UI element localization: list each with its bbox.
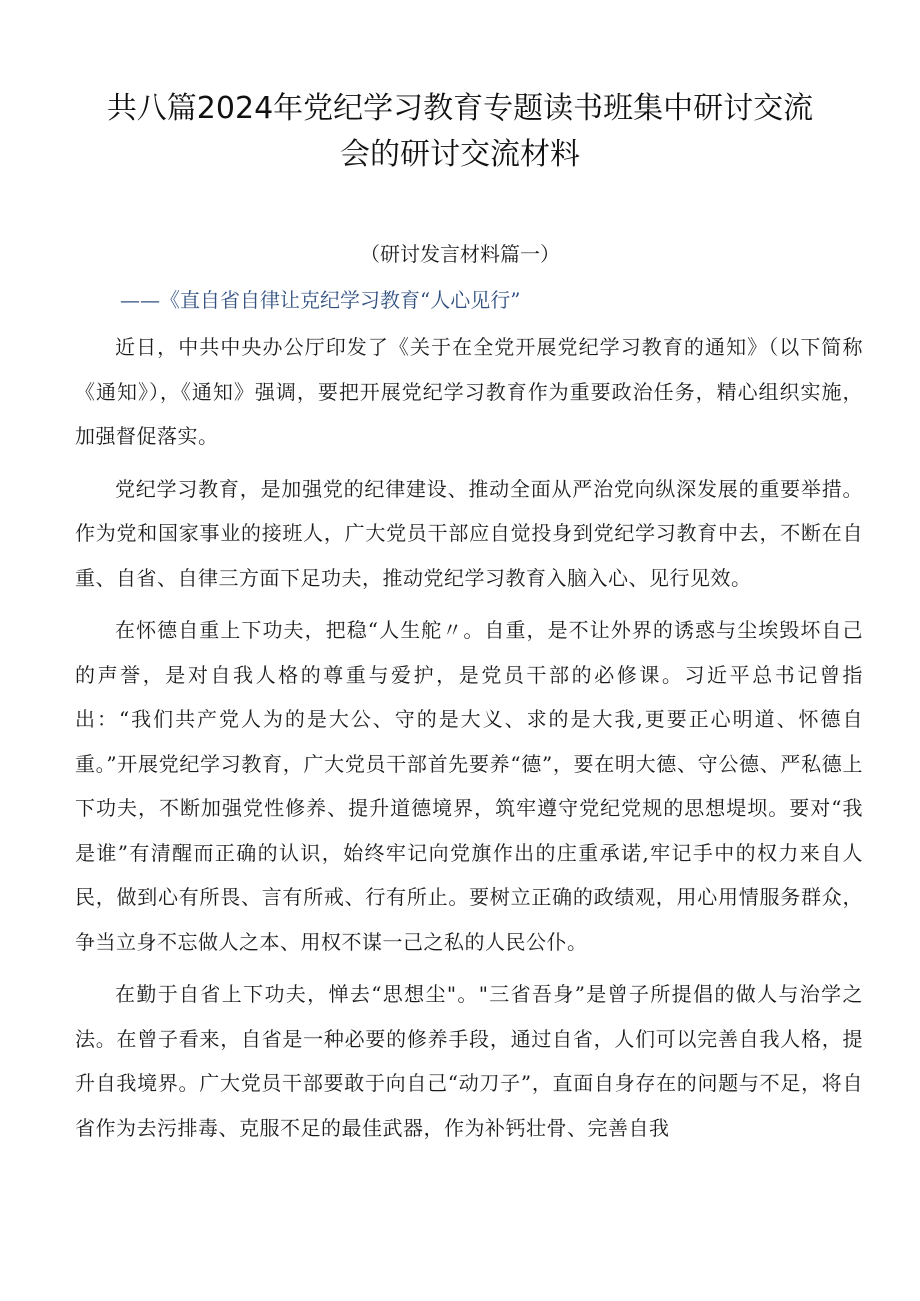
document-body	[75, 325, 863, 1158]
paragraph-2: 党纪学习教育，是加强党的纪律建设、推动全面从严治党向纵深发展的重要举措。作为党和国家事业的接班人，广大党员干部应自觉投身到党纪学习教育中去，不断在自重、自省、自律三方面下足功夫，推动党纪学习教育入脑入心、见行见效。	[75, 476, 863, 590]
section-label: （研讨发言材料篇一）	[360, 242, 560, 266]
section-subtitle: ——《直自省自律让克纪学习教育“人心见行”	[120, 288, 521, 312]
title-line-2: 会的研讨交流材料	[340, 137, 580, 172]
title-line-1: 共八篇2024年党纪学习教育专题读书班集中研讨交流	[106, 91, 814, 126]
document-title	[80, 86, 840, 178]
paragraph-3: 在怀德自重上下功夫，把稳“人生舵〃。自重，是不让外界的诱惑与尘埃毁坏自己的声誉，是对自我人格的尊重与爱护，是党员干部的必修课。习近平总书记曾指出：“我们共产党人为的是大公、守的是大义、求的是大我,更要正心明道、怀德自重。”开展党纪学习教育，广大党员干部首先要养“德”，要在明大德、守公德、严私德上下功夫，不断加强党性修养、提升道德境界，筑牢遵守党纪党规的思想堤坝。要对“我是谁”有清醒而正确的认识，始终牢记向党旗作出的庄重承诺,牢记手中的权力来自人民，做到心有所畏、言有所戒、行有所止。要树立正确的政绩观，用心用情服务群众，争当立身不忘做人之本、用权不谋一己之私的人民公仆。	[75, 618, 863, 954]
paragraph-1: 近日，中共中央办公厅印发了《关于在全党开展党纪学习教育的通知》（以下简称《通知》），《通知》强调，要把开展党纪学习教育作为重要政治任务，精心组织实施，加强督促落实。	[75, 335, 863, 448]
paragraph-4: 在勤于自省上下功夫，惮去“思想尘"。"三省吾身”是曾子所提倡的做人与治学之法。在曾子看来，自省是一种必要的修养手段，通过自省，人们可以完善自我人格，提升自我境界。广大党员干部要敢于向自己“动刀子”，直面自身存在的问题与不足，将自省作为去污排毒、克服不足的最佳武器，作为补钙壮骨、完善自我	[75, 982, 863, 1140]
